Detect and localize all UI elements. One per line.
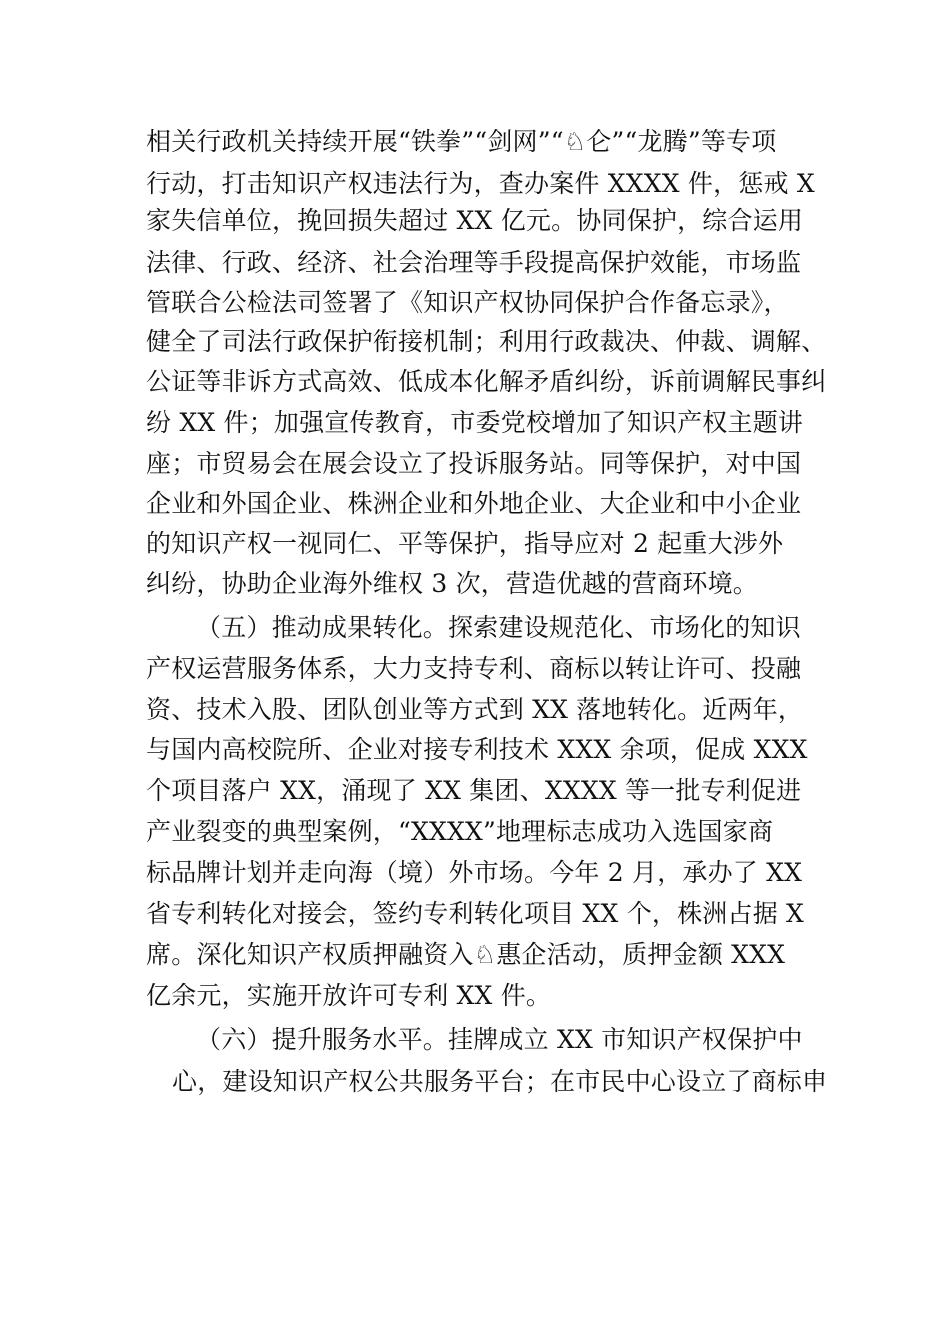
text-line: 席。深化知识产权质押融资入♘惠企活动，质押金额 XXX (146, 940, 786, 969)
text-line: 相关行政机关持续开展“铁拳”“剑网”“♘仑”“龙腾”等专项 (146, 127, 777, 156)
text-line: 法律、行政、经济、社会治理等手段提高保护效能，市场监 (146, 248, 802, 277)
text-line: 个项目落户 XX，涌现了 XX 集团、XXXX 等一批专利促进 (146, 776, 802, 805)
text-line: 亿余元，实施开放许可专利 XX 件。 (146, 981, 552, 1010)
text-line: 标品牌计划并走向海（境）外市场。今年 2 月，承办了 XX (146, 858, 803, 887)
text-line: 与国内高校院所、企业对接专利技术 XXX 余项，促成 XXX (146, 735, 808, 764)
text-line: 企业和外国企业、株洲企业和外地企业、大企业和中小企业 (146, 489, 802, 518)
text-line: 省专利转化对接会，签约专利转化项目 XX 个，株洲占据 X (146, 899, 805, 928)
text-line: 家失信单位，挽回损失超过 XX 亿元。协同保护，综合运用 (146, 206, 804, 235)
text-line: 产权运营服务体系，大力支持专利、商标以转让许可、投融 (146, 654, 802, 683)
text-line: 座；市贸易会在展会设立了投诉服务站。同等保护，对中国 (146, 449, 802, 478)
section-heading-line: （六）提升服务水平。挂牌成立 XX 市知识产权保护中 (196, 1025, 803, 1054)
text-line: 健全了司法行政保护衔接机制；利用行政裁决、仲裁、调解、 (146, 327, 827, 356)
section-heading-line: （五）推动成果转化。探索建设规范化、市场化的知识 (196, 613, 801, 642)
text-line: 心，建设知识产权公共服务平台；在市民中心设立了商标申 (172, 1067, 828, 1096)
text-line: 纠纷，协助企业海外维权 3 次，营造优越的营商环境。 (146, 569, 759, 598)
text-line: 纷 XX 件；加强宣传教育，市委党校增加了知识产权主题讲 (146, 408, 804, 437)
text-line: 公证等非诉方式高效、低成本化解矛盾纠纷，诉前调解民事纠 (146, 367, 827, 396)
text-line: 的知识产权一视同仁、平等保护，指导应对 2 起重大涉外 (146, 529, 784, 558)
text-line: 产业裂变的典型案例，“XXXX”地理标志成功入选国家商 (146, 817, 774, 846)
text-line: 管联合公检法司签署了《知识产权协同保护合作备忘录》， (146, 288, 789, 317)
text-line: 行动，打击知识产权违法行为，查办案件 XXXX 件，惩戒 X (146, 169, 815, 198)
text-line: 资、技术入股、团队创业等方式到 XX 落地转化。近两年， (146, 695, 804, 724)
